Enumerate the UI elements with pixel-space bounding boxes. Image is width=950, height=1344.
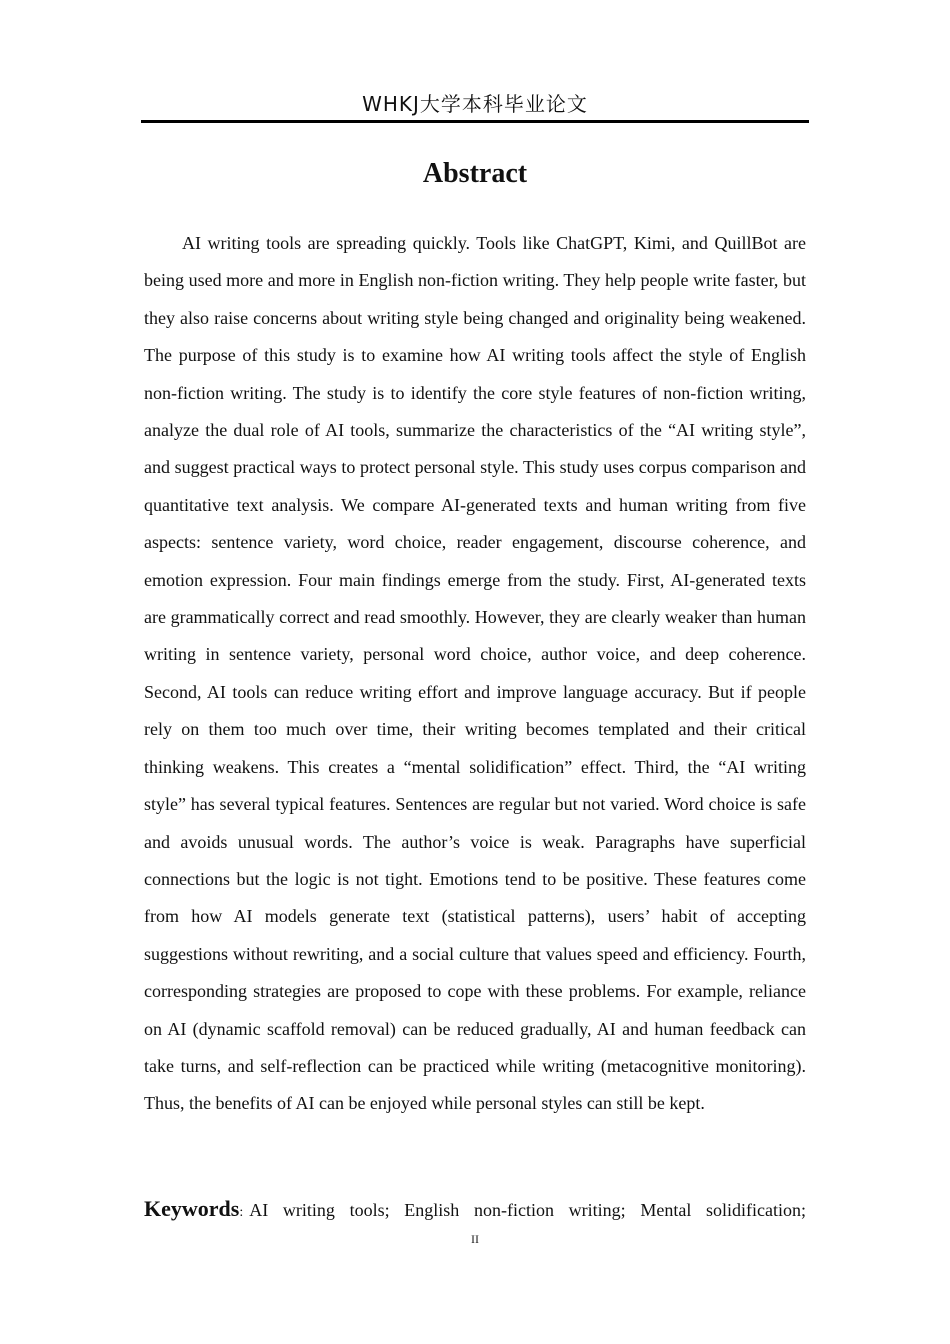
keywords-line [144,1192,806,1230]
header-rule [141,120,809,123]
page-number: II [471,1232,479,1246]
abstract-paragraph: AI writing tools are spreading quickly. Tools like ChatGPT, Kimi, and QuillBot are being used more and more in English non-fiction writing. They help people write faster, but they also raise concerns about writing style being changed and originality being weakened. The purpose of this study is to examine how AI writing tools affect the style of English non-fiction writing. The study is to identify the core style features of non-fiction writing, analyze the dual role of AI tools, summarize the characteristics of the “AI writing style”, and suggest practical ways to protect personal style. This study uses corpus comparison and quantitative text analysis. We compare AI-generated texts and human writing from five aspects: sentence variety, word choice, reader engagement, discourse coherence, and emotion expression. Four main findings emerge from the study. First, AI-generated texts are grammatically correct and read smoothly. However, they are clearly weaker than human writing in sentence variety, personal word choice, author voice, and deep coherence. Second, AI tools can reduce writing effort and improve language accuracy. But if people rely on them too much over time, their writing becomes templated and their critical thinking weakens. This creates a “mental solidification” effect. Third, the “AI writing style” has several typical features. Sentences are regular but not varied. Word choice is safe and avoids unusual words. The author’s voice is weak. Paragraphs have superficial connections but the logic is not tight. Emotions tend to be positive. These features come from how AI models generate text (statistical patterns), users’ habit of accepting suggestions without rewriting, and a social culture that values speed and efficiency. Fourth, corresponding strategies are proposed to cope with these problems. For example, reliance on AI (dynamic scaffold removal) can be reduced gradually, AI and human feedback can take turns, and self-reflection can be practiced while writing (metacognitive monitoring). Thus, the benefits of AI can be enjoyed while personal styles can still be kept. [144,233,806,1114]
keywords-separator: : [239,1205,244,1220]
page-title: Abstract [422,158,528,189]
running-header: WHKJ大学本科毕业论文 [362,92,588,116]
keywords-text: AI writing tools; English non-fiction writing; Mental solidification; [249,1200,806,1220]
keywords-label: Keywords [144,1196,240,1221]
